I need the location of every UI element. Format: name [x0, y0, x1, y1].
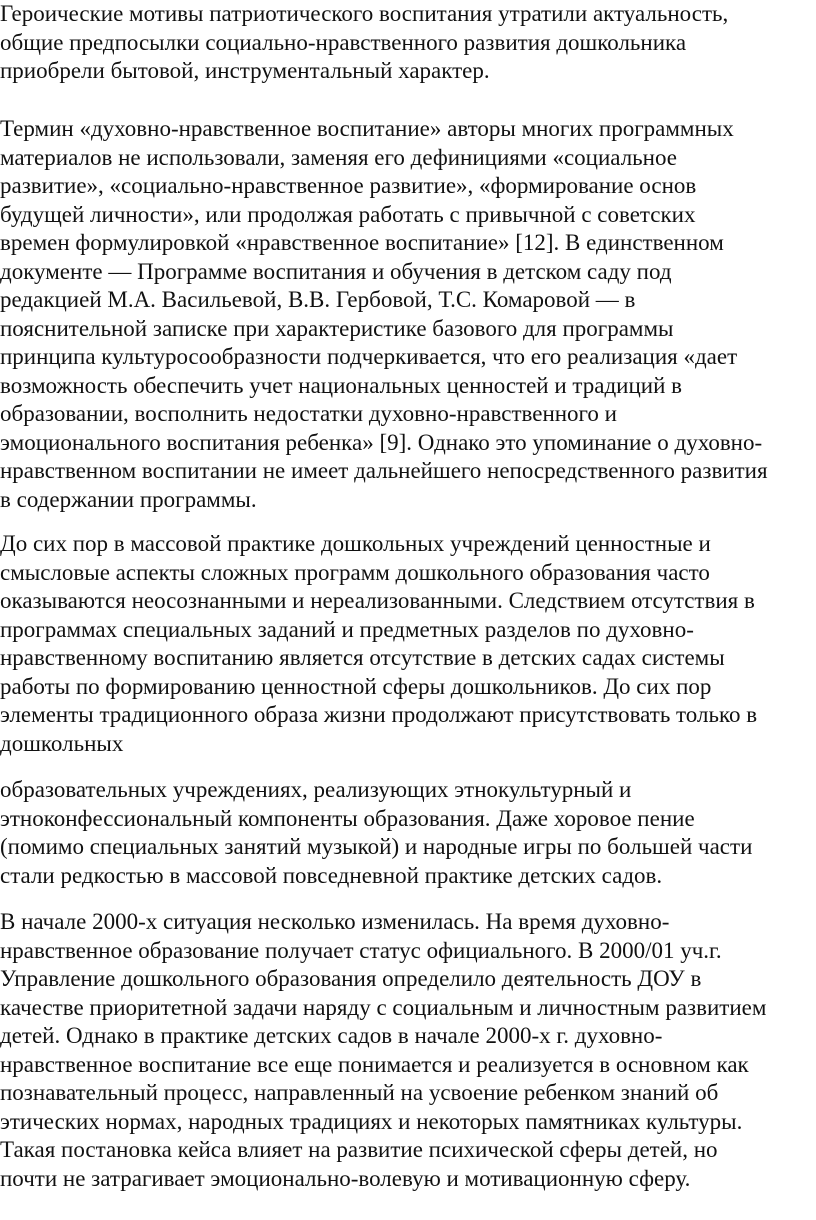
paragraph-line: (помимо специальных занятий музыкой) и народные игры по большей части [0, 834, 753, 859]
paragraph-line: В начале 2000-х ситуация несколько изменилась. На время духовно- [0, 909, 670, 934]
paragraph-1 [0, 0, 810, 86]
paragraph-line: детей. Однако в практике детских садов в начале 2000-х г. духовно- [0, 1023, 663, 1048]
paragraph-line: документе — Программе воспитания и обучения в детском саду под [0, 258, 672, 284]
paragraph-line: Такая постановка кейса влияет на развитие психической сферы детей, но [0, 1137, 718, 1162]
paragraph-line: материалов не использовали, заменяя его дефинициями «социальное [0, 144, 677, 170]
paragraph-line: приобрели бытовой, инструментальный характер. [0, 58, 490, 83]
paragraph-line: качестве приоритетной задачи наряду с социальным и личностным развитием [0, 994, 767, 1020]
paragraph-line: принципа культуросообразности подчеркивается, что его реализация «дает [0, 344, 738, 369]
paragraph-line: программах специальных заданий и предметных разделов по духовно- [0, 616, 694, 642]
paragraph-line: дошкольных [0, 730, 124, 756]
paragraph-line: в содержании программы. [0, 486, 257, 512]
paragraph-line: возможность обеспечить учет национальных ценностей и традиций в [0, 372, 683, 398]
paragraph-line: образовательных учреждениях, реализующих этнокультурный и [0, 777, 632, 802]
paragraph-line: нравственное воспитание все еще понимается и реализуется в основном как [0, 1051, 749, 1077]
paragraph-line: стали редкостью в массовой повседневной практике детских садов. [0, 862, 663, 888]
paragraph-5 [0, 908, 810, 1193]
paragraph-line: смысловые аспекты сложных программ дошкольного образования часто [0, 559, 710, 585]
paragraph-line: развитие», «социально-нравственное развитие», «формирование основ [0, 173, 697, 198]
paragraph-line: нравственном воспитании не имеет дальнейшего непосредственного развития [0, 458, 768, 483]
paragraph-line: Героические мотивы патриотического воспитания утратили актуальность, [0, 1, 729, 26]
paragraph-4 [0, 776, 810, 890]
paragraph-line: пояснительной записке при характеристике базового для программы [0, 315, 674, 341]
paragraph-line: работы по формированию ценностной сферы дошкольников. До сих пор [0, 673, 712, 699]
paragraph-line: элементы традиционного образа жизни продолжают присутствовать только в [0, 702, 758, 727]
paragraph-line: общие предпосылки социально-нравственного развития дошкольника [0, 29, 687, 55]
paragraph-line: этноконфессиональный компоненты образования. Даже хоровое пение [0, 805, 695, 831]
paragraph-line: времен формулировкой «нравственное воспитание» [12]. В единственном [0, 230, 724, 255]
paragraph-line: редакцией М.А. Васильевой, В.В. Гербовой, Т.С. Комаровой — в [0, 287, 636, 312]
paragraph-line: Управление дошкольного образования определило деятельность ДОУ в [0, 966, 702, 991]
paragraph-line: будущей личности», или продолжая работать с привычной с советских [0, 201, 696, 227]
paragraph-line: До сих пор в массовой практике дошкольных учреждений ценностные и [0, 531, 711, 556]
paragraph-line: нравственному воспитанию является отсутствие в детских садах системы [0, 645, 725, 670]
paragraph-line: этических нормах, народных традициях и некоторых памятниках культуры. [0, 1108, 743, 1134]
paragraph-line: Термин «духовно-нравственное воспитание» авторы многих программных [0, 116, 734, 141]
paragraph-line: образовании, восполнить недостатки духовно-нравственного и [0, 401, 617, 426]
paragraph-line: оказываются неосознанными и нереализованными. Следствием отсутствия в [0, 588, 755, 613]
paragraph-line: почти не затрагивает эмоционально-волевую и мотивационную сферу. [0, 1165, 691, 1191]
paragraph-2 [0, 115, 810, 514]
paragraph-3 [0, 530, 810, 758]
paragraph-line: эмоционального воспитания ребенка» [9]. Однако это упоминание о духовно- [0, 429, 763, 455]
paragraph-line: познавательный процесс, направленный на усвоение ребенком знаний об [0, 1080, 719, 1105]
paragraph-line: нравственное образование получает статус официального. В 2000/01 уч.г. [0, 937, 722, 963]
